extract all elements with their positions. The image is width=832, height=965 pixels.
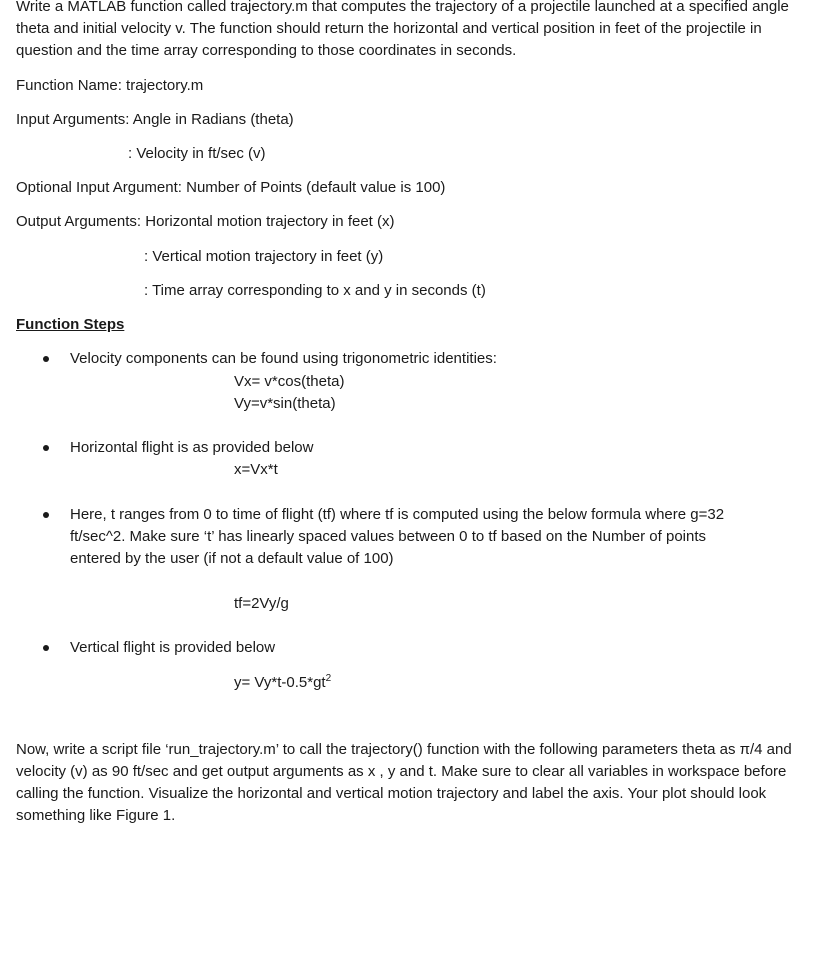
step-3-text: Here, t ranges from 0 to time of flight (tf) where tf is computed using the below formula where g=32 ft/sec^2. Make sure ‘t’ has linearly spaced values between 0 to tf based on the Number of points entered by the user (if not a default value of 100) bbox=[70, 506, 725, 567]
step-2-equation: x=Vx*t bbox=[234, 461, 278, 478]
step-4-equation-exponent: 2 bbox=[325, 673, 332, 684]
bullet-icon bbox=[43, 445, 49, 451]
step-1-equation-vy: Vy=v*sin(theta) bbox=[234, 395, 336, 412]
output-arguments-time: : Time array corresponding to x and y in seconds (t) bbox=[144, 282, 486, 299]
step-2-text: Horizontal flight is as provided below bbox=[70, 439, 314, 456]
step-4-text: Vertical flight is provided below bbox=[70, 639, 276, 656]
step-4-equation bbox=[234, 672, 331, 694]
intro-paragraph: Write a MATLAB function called trajectory.m that computes the trajectory of a projectile launched at a specified angle theta and initial velocity v. The function should return the horizontal and vertical position in feet of the projectile in question and the time array corresponding to those coordinates in seconds. bbox=[16, 0, 789, 59]
bullet-icon bbox=[43, 512, 49, 518]
input-arguments: Input Arguments: Angle in Radians (theta) bbox=[16, 111, 294, 128]
step-1-equation-vx: Vx= v*cos(theta) bbox=[234, 373, 345, 390]
optional-input-argument: Optional Input Argument: Number of Points (default value is 100) bbox=[16, 179, 446, 196]
function-name: Function Name: trajectory.m bbox=[16, 77, 204, 94]
step-1-text: Velocity components can be found using trigonometric identities: bbox=[70, 350, 497, 367]
bullet-icon bbox=[43, 356, 49, 362]
output-arguments-vertical: : Vertical motion trajectory in feet (y) bbox=[144, 248, 384, 265]
steps-heading: Function Steps bbox=[16, 316, 125, 333]
step-4-equation-body: y= Vy*t-0.5*gt bbox=[234, 674, 326, 691]
step-3-equation: tf=2Vy/g bbox=[234, 595, 289, 612]
output-arguments: Output Arguments: Horizontal motion trajectory in feet (x) bbox=[16, 213, 395, 230]
closing-paragraph: Now, write a script file ‘run_trajectory.m’ to call the trajectory() function with the following parameters theta as π/4 and velocity (v) as 90 ft/sec and get output arguments as x , y and t. Make sure to clear all variables in workspace before calling the function. Visualize the horizontal and vertical motion trajectory and label the axis. Your plot should look something like Figure 1. bbox=[16, 741, 792, 824]
input-arguments-velocity: : Velocity in ft/sec (v) bbox=[128, 145, 266, 162]
bullet-icon bbox=[43, 645, 49, 651]
